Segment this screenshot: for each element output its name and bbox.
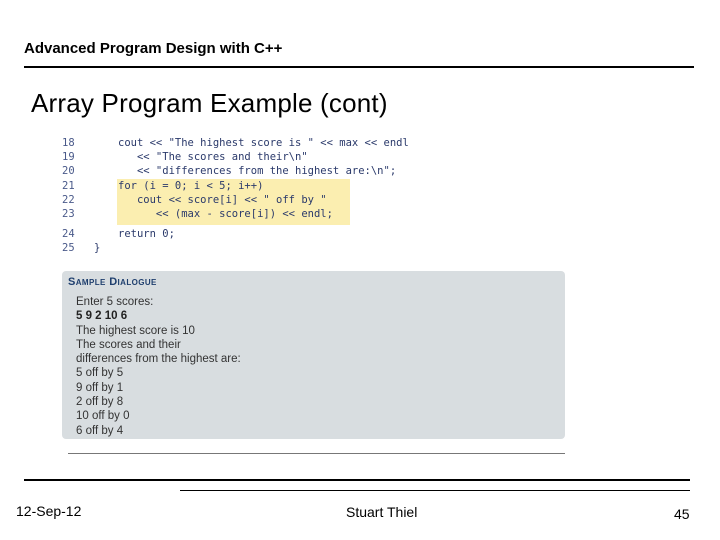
line-number: 23: [62, 207, 75, 220]
line-number: 25: [62, 242, 75, 255]
code-line: [62, 193, 502, 207]
line-number: 21: [62, 179, 75, 192]
code-line: [62, 227, 502, 241]
code-text: << "differences from the highest are:\n";: [118, 165, 397, 178]
line-number: 22: [62, 193, 75, 206]
dialogue-line: 5 off by 5: [76, 367, 124, 380]
line-number: 18: [62, 137, 75, 149]
sample-dialogue-body: [76, 295, 241, 438]
code-line: [62, 136, 502, 150]
footer-author: Stuart Thiel: [346, 504, 418, 520]
sample-dialogue-title: Sample Dialogue: [68, 276, 157, 288]
dialogue-line: differences from the highest are:: [76, 353, 241, 366]
code-text: return 0;: [118, 228, 175, 241]
code-listing: [62, 136, 502, 256]
code-line: [62, 150, 502, 164]
page-number: 45: [674, 506, 690, 522]
line-number: 19: [62, 151, 75, 164]
code-text: for (i = 0; i < 5; i++): [118, 179, 264, 192]
dialogue-user-input: 5 9 2 10 6: [76, 310, 128, 323]
code-text: << "The scores and their\n": [118, 151, 308, 164]
sample-dialogue-panel: [62, 271, 565, 439]
dialogue-line: 10 off by 0: [76, 410, 130, 423]
dialogue-line: 2 off by 8: [76, 396, 124, 409]
slide-title: Array Program Example (cont): [31, 88, 388, 118]
dialogue-line: The highest score is 10: [76, 324, 195, 337]
footer-rule-top: [24, 479, 690, 481]
code-line: [62, 241, 502, 255]
code-line: [62, 179, 502, 193]
line-number: 24: [62, 228, 75, 241]
code-text: << (max - score[i]) << endl;: [118, 207, 333, 220]
code-text: cout << score[i] << " off by ": [118, 193, 327, 206]
figure-rule: [68, 453, 565, 454]
course-title: Advanced Program Design with C++: [24, 40, 283, 57]
dialogue-line: Enter 5 scores:: [76, 296, 154, 308]
code-text: }: [94, 242, 101, 255]
header-rule: [24, 66, 694, 68]
dialogue-line: 9 off by 1: [76, 381, 124, 394]
code-line: [62, 164, 502, 178]
dialogue-line: 6 off by 4: [76, 424, 124, 437]
dialogue-line: The scores and their: [76, 338, 181, 351]
code-text: cout << "The highest score is " << max << endl: [118, 137, 409, 149]
footer-date: 12-Sep-12: [16, 503, 82, 519]
line-number: 20: [62, 165, 75, 178]
code-line: [62, 207, 502, 221]
footer-rule-bottom: [180, 490, 690, 491]
